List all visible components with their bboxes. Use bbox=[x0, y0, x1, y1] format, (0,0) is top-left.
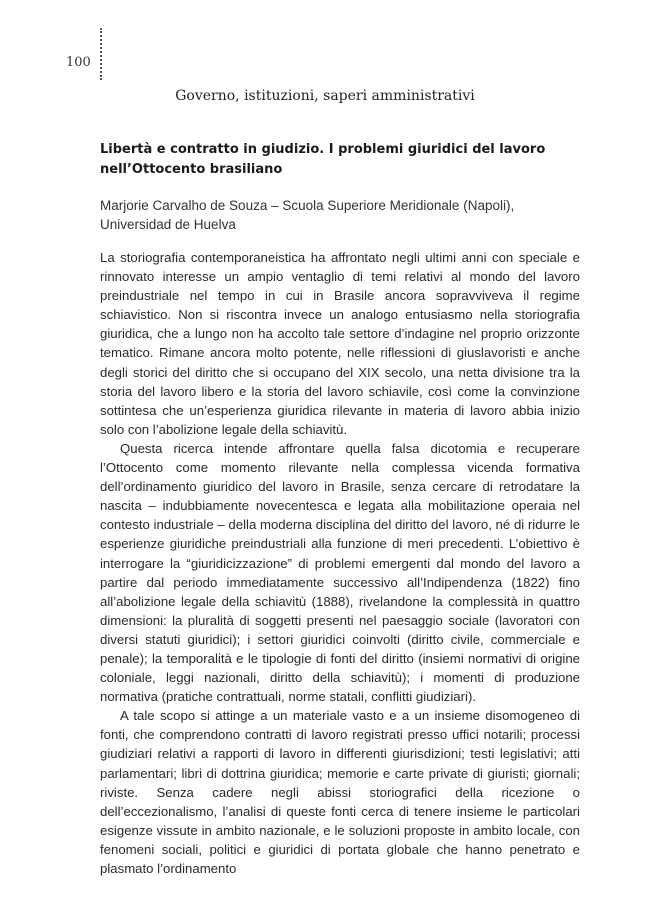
body-paragraph: Questa ricerca intende affrontare quella falsa dicotomia e recuperare l’Ottocento come momento rilevante nella complessa vicenda formativa dell’ordinamento giuridico del lavoro in Brasile, senza cercare di retrodatare la nascita – indubbiamente novecentesca e legata alla mobilitazione operaia nel contesto industriale – della moderna disciplina del diritto del lavoro, né di ridurre le esperienze giuridiche preindustriali alla funzione di meri precedenti. L’obiettivo è interrogare la “giuridicizzazione” di problemi emergenti dal mondo del lavoro a partire dal periodo immediatamente successivo all’Indipendenza (1822) fino all’abolizione legale della schiavitù (1888), rivelandone la complessità in quattro dimensioni: la pluralità di soggetti presenti nel paesaggio sociale (lavoratori con diversi statuti giuridici); i settori giuridici coinvolti (diritto civile, commerciale e penale); la temporalità e le tipologie di fonti del diritto (insiemi normativi di origine coloniale, leggi nazionali, diritto della schiavitù); i momenti di produzione normativa (pratiche contrattuali, norme statali, conflitti giudiziari). bbox=[100, 440, 580, 705]
body-paragraph: La storiografia contemporaneistica ha affrontato negli ultimi anni con speciale e rinnovato interesse un ampio ventaglio di temi relativi al mondo del lavoro preindustriale nel tempo in cui in Brasile ancora sopravviveva il regime schiavistico. Non si riscontra invece un analogo entusiasmo nella storiografia giuridica, che a lungo non ha accolto tale settore d’indagine nel proprio orizzonte tematico. Rimane ancora molto potente, nelle riflessioni di giuslavoristi e anche degli storici del diritto che si occupano del XIX secolo, una netta divisione tra la storia del lavoro libero e la storia del lavoro schiavile, così come la convinzione sottintesa che un’esperienza giuridica rilevante in materia di lavoro abbia inizio solo con l’abolizione legale della schiavitù. bbox=[100, 250, 580, 437]
page-number: 100 bbox=[66, 55, 91, 70]
body-paragraph: A tale scopo si attinge a un materiale vasto e a un insieme disomogeneo di fonti, che comprendono contratti di lavoro registrati presso uffici notarili; processi giudiziari relativi a rapporti di lavoro in differenti giurisdizioni; testi legislativi; atti parlamentari; libri di dottrina giuridica; memorie e carte private di giuristi; giornali; riviste. Senza cadere negli abissi storiografici della ricezione o dell’eccezionalismo, l’analisi di queste fonti cerca di tenere insieme le particolari esigenze vissute in ambito nazionale, e le soluzioni proposte in ambito locale, con fenomeni sociali, politici e giuridici di portata globale che hanno penetrato e plasmato l’ordinamento bbox=[100, 708, 580, 876]
running-head: Governo, istituzioni, saperi amministrativi bbox=[175, 88, 475, 104]
article-author: Marjorie Carvalho de Souza – Scuola Superiore Meridionale (Napoli), Universidad de Huelva bbox=[100, 198, 515, 232]
margin-rule bbox=[100, 28, 102, 80]
article-title: Libertà e contratto in giudizio. I problemi giuridici del lavoro nell’Ottocento brasiliano bbox=[100, 142, 546, 177]
article-body bbox=[100, 248, 580, 878]
